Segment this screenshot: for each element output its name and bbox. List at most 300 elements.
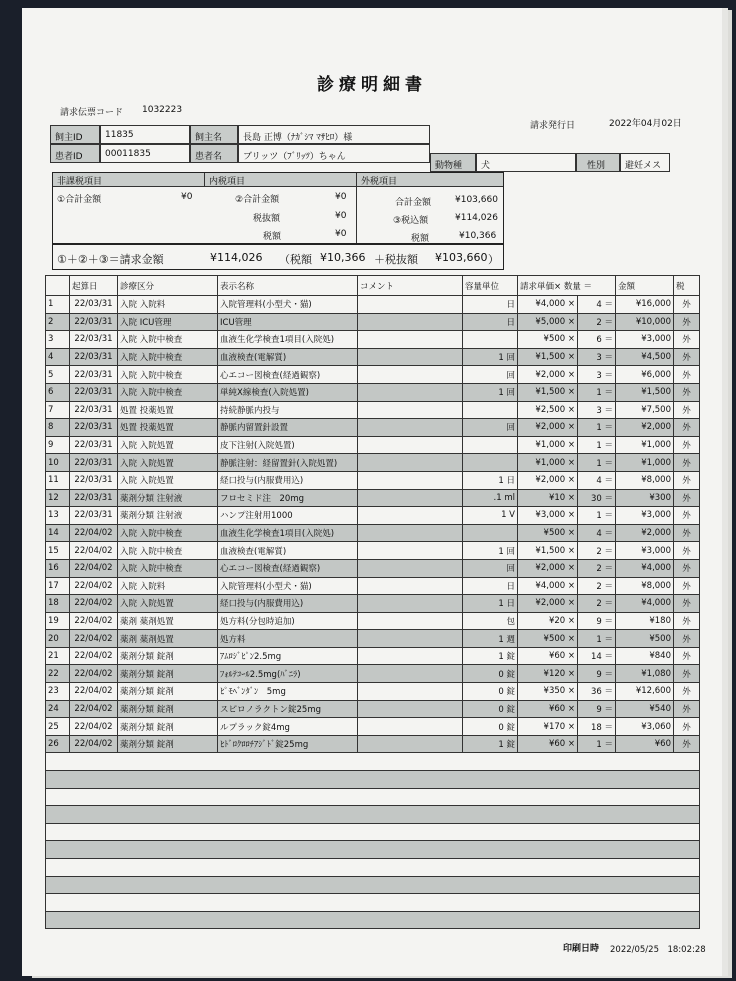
cell-name: 処方料(分包時追加)	[218, 612, 358, 630]
cell-price: ¥2,000 ×	[518, 419, 578, 437]
cell-qty: 6 ＝	[578, 331, 616, 349]
cell-comment	[358, 366, 463, 384]
owner-id-label: 飼主ID	[55, 133, 83, 143]
cell-tax: 外	[674, 383, 700, 401]
cell-amount: ¥16,000	[616, 296, 674, 314]
cell-date: 22/03/31	[70, 489, 118, 507]
cell-qty: 4 ＝	[578, 471, 616, 489]
out-tax-tax-label: 税額	[411, 234, 430, 244]
cell-tax: 外	[674, 577, 700, 595]
cell-qty: 1 ＝	[578, 630, 616, 648]
cell-comment	[358, 595, 463, 613]
cell-cat: 入院 入院処置	[118, 471, 218, 489]
cell-amount: ¥180	[616, 612, 674, 630]
cell-unit: 1 日	[463, 595, 518, 613]
cell-amount: ¥540	[616, 700, 674, 718]
species-label-cell	[430, 153, 476, 172]
header-comment: コメント	[358, 276, 463, 296]
cell-unit: 包	[463, 612, 518, 630]
cell-amount: ¥500	[616, 630, 674, 648]
cell-tax: 外	[674, 718, 700, 736]
cell-date: 22/03/31	[70, 348, 118, 366]
cell-qty: 14 ＝	[578, 647, 616, 665]
cell-unit: .1 ml	[463, 489, 518, 507]
cell-date: 22/03/31	[70, 296, 118, 314]
empty-row	[46, 771, 700, 789]
grand-excl: ¥103,660	[435, 251, 488, 264]
cell-price: ¥3,000 ×	[518, 507, 578, 525]
cell-comment	[358, 683, 463, 701]
cell-cat: 入院 入院処置	[118, 454, 218, 472]
cell-price: ¥10 ×	[518, 489, 578, 507]
header-name: 表示名称	[218, 276, 358, 296]
cell-tax: 外	[674, 471, 700, 489]
cell-no: 8	[46, 419, 70, 437]
cell-tax: 外	[674, 612, 700, 630]
patient-id-label: 患者ID	[55, 152, 83, 162]
cell-unit	[463, 454, 518, 472]
table-row	[46, 577, 700, 595]
cell-cat: 入院 入院中検査	[118, 524, 218, 542]
print-date-label: 印刷日時	[563, 944, 600, 954]
cell-tax: 外	[674, 419, 700, 437]
cell-no: 24	[46, 700, 70, 718]
cell-tax: 外	[674, 489, 700, 507]
cell-name: ICU管理	[218, 313, 358, 331]
cell-qty: 2 ＝	[578, 313, 616, 331]
non-tax-total-label: ①合計金額	[57, 195, 102, 205]
out-tax-total-label: 合計金額	[395, 198, 432, 208]
cell-tax: 外	[674, 454, 700, 472]
cell-cat: 入院 入院中検査	[118, 542, 218, 560]
cell-price: ¥1,500 ×	[518, 542, 578, 560]
cell-qty: 9 ＝	[578, 612, 616, 630]
issue-date-value: 2022年04月02日	[609, 119, 682, 129]
in-tax-tax: ¥0	[335, 229, 347, 239]
table-row	[46, 647, 700, 665]
cell-cat: 薬剤 薬剤処置	[118, 630, 218, 648]
cell-tax: 外	[674, 665, 700, 683]
cell-price: ¥2,000 ×	[518, 471, 578, 489]
header-tax: 税	[674, 276, 700, 296]
table-row	[46, 700, 700, 718]
cell-unit: 日	[463, 313, 518, 331]
species: 犬	[481, 161, 491, 171]
cell-qty: 4 ＝	[578, 296, 616, 314]
cell-qty: 18 ＝	[578, 718, 616, 736]
table-row	[46, 436, 700, 454]
cell-qty: 1 ＝	[578, 507, 616, 525]
cell-comment	[358, 348, 463, 366]
empty-row	[46, 841, 700, 859]
line-items-table	[45, 275, 700, 929]
table-row	[46, 507, 700, 525]
cell-price: ¥5,000 ×	[518, 313, 578, 331]
cell-amount: ¥3,000	[616, 542, 674, 560]
empty-cell	[46, 788, 700, 806]
empty-row	[46, 894, 700, 912]
cell-date: 22/03/31	[70, 471, 118, 489]
cell-price: ¥2,000 ×	[518, 366, 578, 384]
cell-price: ¥500 ×	[518, 524, 578, 542]
empty-cell	[46, 806, 700, 824]
table-row	[46, 313, 700, 331]
cell-unit	[463, 436, 518, 454]
cell-amount: ¥1,080	[616, 665, 674, 683]
in-tax-excl: ¥0	[335, 211, 347, 221]
cell-cat: 入院 入院中検査	[118, 383, 218, 401]
cell-no: 2	[46, 313, 70, 331]
table-row	[46, 665, 700, 683]
cell-amount: ¥8,000	[616, 471, 674, 489]
cell-tax: 外	[674, 559, 700, 577]
cell-unit: 1 錠	[463, 647, 518, 665]
empty-cell	[46, 859, 700, 877]
out-tax-header-label: 外税項目	[361, 177, 398, 187]
cell-name: 静脈内留置針設置	[218, 419, 358, 437]
cell-tax: 外	[674, 542, 700, 560]
cell-tax: 外	[674, 735, 700, 753]
cell-no: 9	[46, 436, 70, 454]
table-row	[46, 559, 700, 577]
cell-no: 20	[46, 630, 70, 648]
out-tax-header	[357, 173, 503, 187]
cell-date: 22/04/02	[70, 647, 118, 665]
table-row	[46, 383, 700, 401]
cell-date: 22/03/31	[70, 366, 118, 384]
cell-cat: 薬剤分類 注射液	[118, 507, 218, 525]
cell-no: 17	[46, 577, 70, 595]
cell-comment	[358, 612, 463, 630]
cell-date: 22/04/02	[70, 683, 118, 701]
owner-name-cell	[238, 125, 430, 144]
cell-name: 皮下注射(入院処置)	[218, 436, 358, 454]
cell-date: 22/04/02	[70, 577, 118, 595]
table-row	[46, 419, 700, 437]
cell-qty: 9 ＝	[578, 665, 616, 683]
cell-name: ﾌｫﾙﾃｺｰﾙ2.5mg(ﾊﾞﾆﾗ)	[218, 665, 358, 683]
cell-date: 22/04/02	[70, 595, 118, 613]
cell-comment	[358, 507, 463, 525]
cell-cat: 処置 投薬処置	[118, 401, 218, 419]
header-price: 請求単価× 数量 ＝	[518, 276, 616, 296]
cell-amount: ¥2,000	[616, 419, 674, 437]
patient-name-cell	[238, 144, 430, 163]
cell-no: 22	[46, 665, 70, 683]
cell-amount: ¥3,000	[616, 331, 674, 349]
cell-amount: ¥12,600	[616, 683, 674, 701]
cell-comment	[358, 718, 463, 736]
out-tax-incl: ¥114,026	[455, 213, 498, 223]
cell-name: 静脈注射：経留置針(入院処置)	[218, 454, 358, 472]
cell-name: 心エコー図検査(経過観察)	[218, 559, 358, 577]
table-header-row	[46, 276, 700, 296]
cell-comment	[358, 524, 463, 542]
cell-price: ¥500 ×	[518, 630, 578, 648]
cell-qty: 2 ＝	[578, 577, 616, 595]
cell-price: ¥350 ×	[518, 683, 578, 701]
cell-unit: 1 回	[463, 383, 518, 401]
cell-price: ¥60 ×	[518, 647, 578, 665]
cell-comment	[358, 313, 463, 331]
cell-date: 22/04/02	[70, 718, 118, 736]
cell-qty: 1 ＝	[578, 454, 616, 472]
cell-qty: 2 ＝	[578, 595, 616, 613]
cell-no: 19	[46, 612, 70, 630]
cell-name: 入院管理料(小型犬・猫)	[218, 577, 358, 595]
cell-date: 22/04/02	[70, 665, 118, 683]
out-tax-tax: ¥10,366	[459, 231, 497, 241]
cell-tax: 外	[674, 331, 700, 349]
cell-date: 22/04/02	[70, 735, 118, 753]
tax-summary-box	[52, 172, 504, 244]
cell-no: 12	[46, 489, 70, 507]
cell-name: 心エコー図検査(経過観察)	[218, 366, 358, 384]
cell-name: 血液検査(電解質)	[218, 348, 358, 366]
issue-date-label: 請求発行日	[530, 121, 576, 131]
cell-comment	[358, 630, 463, 648]
cell-amount: ¥300	[616, 489, 674, 507]
table-row	[46, 401, 700, 419]
empty-row	[46, 806, 700, 824]
cell-qty: 9 ＝	[578, 700, 616, 718]
cell-no: 16	[46, 559, 70, 577]
cell-name: ハンプ注射用1000	[218, 507, 358, 525]
cell-unit: 0 錠	[463, 683, 518, 701]
cell-cat: 薬剤分類 錠剤	[118, 718, 218, 736]
cell-unit: 1 週	[463, 630, 518, 648]
table-row	[46, 489, 700, 507]
table-row	[46, 683, 700, 701]
species-label: 動物種	[435, 161, 463, 171]
cell-qty: 3 ＝	[578, 348, 616, 366]
empty-cell	[46, 823, 700, 841]
cell-tax: 外	[674, 507, 700, 525]
grand-tax: ¥10,366	[320, 251, 366, 264]
cell-amount: ¥840	[616, 647, 674, 665]
empty-cell	[46, 911, 700, 929]
cell-tax: 外	[674, 436, 700, 454]
cell-qty: 36 ＝	[578, 683, 616, 701]
grand-excl-label: ＋税抜額	[374, 253, 418, 266]
table-row	[46, 735, 700, 753]
cell-date: 22/04/02	[70, 612, 118, 630]
cell-tax: 外	[674, 700, 700, 718]
cell-name: スピロノラクトン錠25mg	[218, 700, 358, 718]
cell-amount: ¥6,000	[616, 366, 674, 384]
cell-name: 経口投与(内服費用込)	[218, 471, 358, 489]
grand-total-box	[52, 244, 504, 270]
cell-unit: 回	[463, 366, 518, 384]
cell-unit: 日	[463, 296, 518, 314]
cell-comment	[358, 700, 463, 718]
patient-id: 00011835	[105, 149, 151, 159]
table-row	[46, 348, 700, 366]
cell-comment	[358, 419, 463, 437]
sex: 避妊メス	[625, 161, 662, 171]
cell-comment	[358, 489, 463, 507]
cell-name: ﾋﾄﾞﾛｸﾛﾛﾁｱｼﾞﾄﾞ錠25mg	[218, 735, 358, 753]
cell-comment	[358, 647, 463, 665]
cell-name: 血液生化学検査1項目(入院処)	[218, 524, 358, 542]
invoice-sheet	[22, 8, 722, 976]
cell-cat: 薬剤分類 錠剤	[118, 700, 218, 718]
cell-no: 26	[46, 735, 70, 753]
cell-comment	[358, 331, 463, 349]
table-row	[46, 366, 700, 384]
cell-no: 23	[46, 683, 70, 701]
cell-name: フロセミド注 20mg	[218, 489, 358, 507]
cell-cat: 薬剤分類 錠剤	[118, 665, 218, 683]
cell-unit: 1 回	[463, 542, 518, 560]
cell-name: 血液生化学検査1項目(入院処)	[218, 331, 358, 349]
cell-cat: 薬剤分類 錠剤	[118, 683, 218, 701]
cell-no: 1	[46, 296, 70, 314]
cell-cat: 薬剤分類 注射液	[118, 489, 218, 507]
in-tax-excl-label: 税抜額	[253, 214, 281, 224]
cell-tax: 外	[674, 366, 700, 384]
cell-qty: 30 ＝	[578, 489, 616, 507]
cell-comment	[358, 401, 463, 419]
cell-comment	[358, 735, 463, 753]
header-category: 診療区分	[118, 276, 218, 296]
cell-no: 6	[46, 383, 70, 401]
cell-unit: 1 錠	[463, 735, 518, 753]
cell-amount: ¥8,000	[616, 577, 674, 595]
cell-price: ¥2,500 ×	[518, 401, 578, 419]
table-row	[46, 296, 700, 314]
cell-qty: 3 ＝	[578, 366, 616, 384]
cell-unit	[463, 401, 518, 419]
owner-name-label-cell	[190, 125, 238, 144]
non-tax-total: ¥0	[181, 192, 193, 202]
cell-tax: 外	[674, 348, 700, 366]
cell-date: 22/04/02	[70, 559, 118, 577]
table-row	[46, 612, 700, 630]
cell-price: ¥1,500 ×	[518, 348, 578, 366]
in-tax-total: ¥0	[335, 192, 347, 202]
cell-price: ¥4,000 ×	[518, 577, 578, 595]
cell-date: 22/04/02	[70, 700, 118, 718]
cell-name: 入院管理料(小型犬・猫)	[218, 296, 358, 314]
cell-no: 10	[46, 454, 70, 472]
cell-tax: 外	[674, 401, 700, 419]
empty-cell	[46, 771, 700, 789]
cell-no: 3	[46, 331, 70, 349]
cell-price: ¥60 ×	[518, 735, 578, 753]
cell-name: 処方料	[218, 630, 358, 648]
cell-date: 22/03/31	[70, 454, 118, 472]
cell-amount: ¥3,000	[616, 507, 674, 525]
header-date: 起算日	[70, 276, 118, 296]
cell-price: ¥1,000 ×	[518, 436, 578, 454]
header-amount: 金額	[616, 276, 674, 296]
owner-id: 11835	[105, 130, 134, 140]
empty-cell	[46, 753, 700, 771]
cell-cat: 入院 入院中検査	[118, 331, 218, 349]
header-unit: 容量単位	[463, 276, 518, 296]
in-tax-header	[205, 173, 357, 187]
cell-no: 4	[46, 348, 70, 366]
table-row	[46, 630, 700, 648]
cell-cat: 入院 ICU管理	[118, 313, 218, 331]
cell-no: 18	[46, 595, 70, 613]
cell-cat: 入院 入院料	[118, 296, 218, 314]
cell-date: 22/03/31	[70, 507, 118, 525]
owner-id-cell	[100, 125, 190, 144]
table-row	[46, 471, 700, 489]
cell-comment	[358, 665, 463, 683]
cell-tax: 外	[674, 313, 700, 331]
cell-price: ¥500 ×	[518, 331, 578, 349]
slip-code-label: 請求伝票コード	[60, 108, 124, 118]
species-cell	[476, 153, 576, 172]
cell-tax: 外	[674, 683, 700, 701]
sex-label: 性別	[587, 161, 606, 171]
cell-amount: ¥4,000	[616, 595, 674, 613]
empty-row	[46, 859, 700, 877]
cell-date: 22/04/02	[70, 630, 118, 648]
non-tax-header	[53, 173, 205, 187]
patient-id-label-cell	[50, 144, 100, 163]
cell-no: 7	[46, 401, 70, 419]
empty-cell	[46, 876, 700, 894]
grand-total-label: ①＋②＋③＝請求金額	[57, 253, 164, 266]
cell-tax: 外	[674, 647, 700, 665]
cell-unit	[463, 524, 518, 542]
sex-label-cell	[576, 153, 620, 172]
owner-id-label-cell	[50, 125, 100, 144]
cell-amount: ¥7,500	[616, 401, 674, 419]
cell-amount: ¥1,500	[616, 383, 674, 401]
slip-code-value: 1032223	[142, 105, 183, 115]
cell-no: 5	[46, 366, 70, 384]
cell-name: 持続静脈内投与	[218, 401, 358, 419]
cell-tax: 外	[674, 296, 700, 314]
cell-no: 15	[46, 542, 70, 560]
cell-amount: ¥4,500	[616, 348, 674, 366]
in-tax-header-label: 内税項目	[209, 177, 246, 187]
grand-tax-label: （税額	[279, 253, 312, 266]
cell-comment	[358, 559, 463, 577]
cell-comment	[358, 436, 463, 454]
cell-qty: 1 ＝	[578, 419, 616, 437]
owner-name-label: 飼主名	[195, 133, 223, 143]
cell-name: ルプラック錠4mg	[218, 718, 358, 736]
cell-comment	[358, 454, 463, 472]
cell-date: 22/03/31	[70, 401, 118, 419]
cell-date: 22/03/31	[70, 331, 118, 349]
cell-unit: 1 V	[463, 507, 518, 525]
cell-no: 14	[46, 524, 70, 542]
table-row	[46, 524, 700, 542]
empty-row	[46, 823, 700, 841]
table-row	[46, 331, 700, 349]
grand-total-amount: ¥114,026	[210, 251, 263, 264]
cell-tax: 外	[674, 595, 700, 613]
cell-price: ¥1,000 ×	[518, 454, 578, 472]
cell-cat: 入院 入院中検査	[118, 366, 218, 384]
cell-amount: ¥60	[616, 735, 674, 753]
cell-qty: 4 ＝	[578, 524, 616, 542]
cell-unit: 0 錠	[463, 700, 518, 718]
cell-unit: 0 錠	[463, 665, 518, 683]
cell-qty: 2 ＝	[578, 559, 616, 577]
cell-no: 11	[46, 471, 70, 489]
empty-cell	[46, 841, 700, 859]
cell-price: ¥2,000 ×	[518, 559, 578, 577]
cell-unit: 0 錠	[463, 718, 518, 736]
